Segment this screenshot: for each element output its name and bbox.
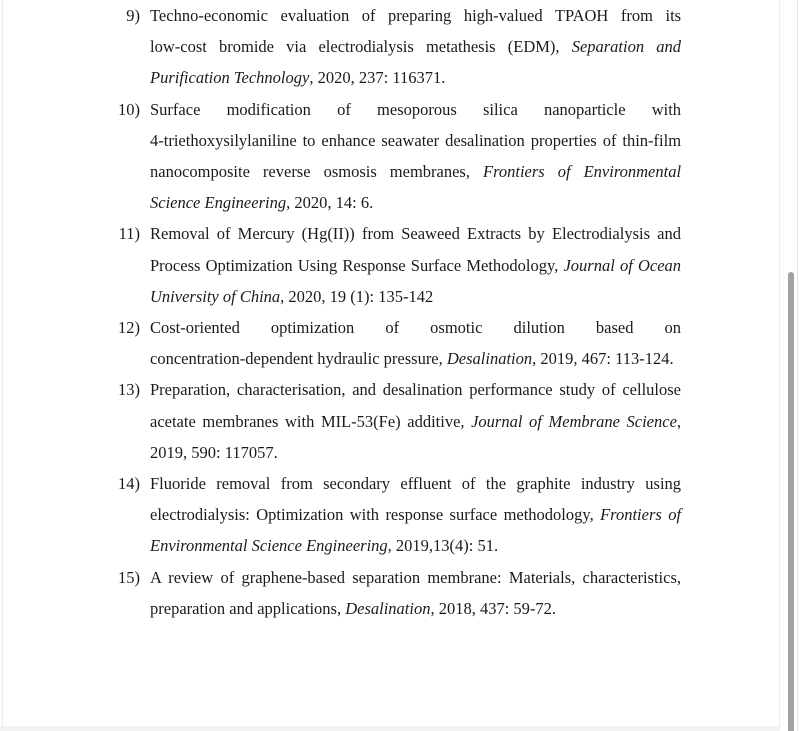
page-bottom-gap: [0, 726, 787, 731]
reference-item: [100, 562, 681, 624]
reference-segment: , 2020, 14: 6.: [286, 193, 374, 213]
scrollbar-thumb[interactable]: [788, 272, 794, 731]
reference-segment: Preparation, characterisation, and desalination performance study of cellulose acetate membranes with MIL-53(Fe) additive,: [150, 380, 682, 431]
reference-item: [100, 468, 681, 562]
reference-segment: Fluoride removal from secondary effluent of the graphite industry using electrodialysis: Optimization with response surface methodology,: [150, 474, 682, 525]
reference-number: 11): [118, 224, 140, 244]
reference-number: 15): [118, 567, 140, 587]
journal-name: Journal of Membrane Science: [471, 411, 677, 431]
reference-list: [100, 0, 681, 624]
reference-segment: Removal of Mercury (Hg(II)) from Seaweed Extracts by Electrodialysis and Process Optimization Using Response Surface Methodology,: [150, 224, 681, 275]
journal-name: Desalination: [446, 349, 533, 369]
reference-segment: A review of graphene-based separation membrane: Materials, characteristics, preparation and applications,: [150, 567, 682, 618]
reference-item: [100, 0, 681, 94]
reference-segment: , 2018, 437: 59-72.: [430, 598, 557, 618]
reference-segment: , 2020, 19 (1): 135-142: [280, 286, 434, 306]
reference-text: [150, 468, 681, 562]
reference-text: [150, 562, 681, 624]
reference-segment: Cost-oriented optimization of osmotic dilution based on concentration-dependent hydraulic pressure,: [150, 318, 682, 369]
reference-number: 10): [118, 99, 140, 119]
reference-number: 14): [118, 474, 140, 494]
reference-segment: , 2019,13(4): 51.: [387, 536, 499, 556]
journal-name: Desalination: [345, 598, 431, 618]
window-right-edge: [797, 0, 798, 731]
reference-segment: Surface modification of mesoporous silica nanoparticle with 4-triethoxysilylaniline to enhance seawater desalination properties of thin-film nanocomposite reverse osmosis membranes,: [150, 99, 682, 182]
journal-name: Frontiers of Environmental Science Engineering: [150, 505, 682, 556]
reference-text: [150, 312, 681, 374]
reference-text: [150, 94, 681, 219]
reference-segment: , 2020, 237: 116371.: [309, 68, 446, 88]
reference-item: [100, 94, 681, 219]
document-page[interactable]: [3, 0, 779, 726]
reference-item: [100, 312, 681, 374]
reference-text: [150, 0, 681, 94]
reference-segment: , 2019, 590: 117057.: [150, 411, 682, 462]
reference-segment: , 2019, 467: 113-124.: [532, 349, 674, 369]
reference-text: [150, 374, 681, 468]
reference-number: 9): [126, 6, 140, 25]
reference-number: 13): [118, 380, 140, 400]
reference-item: [100, 374, 681, 468]
journal-name: Journal of Ocean University of China: [150, 255, 682, 306]
reference-text: [150, 218, 681, 312]
reference-item: [100, 218, 681, 312]
reference-segment: Techno-economic evaluation of preparing high-valued TPAOH from its low-cost bromide via electrodialysis metathesis (EDM),: [150, 6, 682, 57]
reference-number: 12): [118, 318, 140, 338]
journal-name: Frontiers of Environmental Science Engineering: [150, 162, 682, 213]
journal-name: Separation and Purification Technology: [150, 37, 682, 88]
